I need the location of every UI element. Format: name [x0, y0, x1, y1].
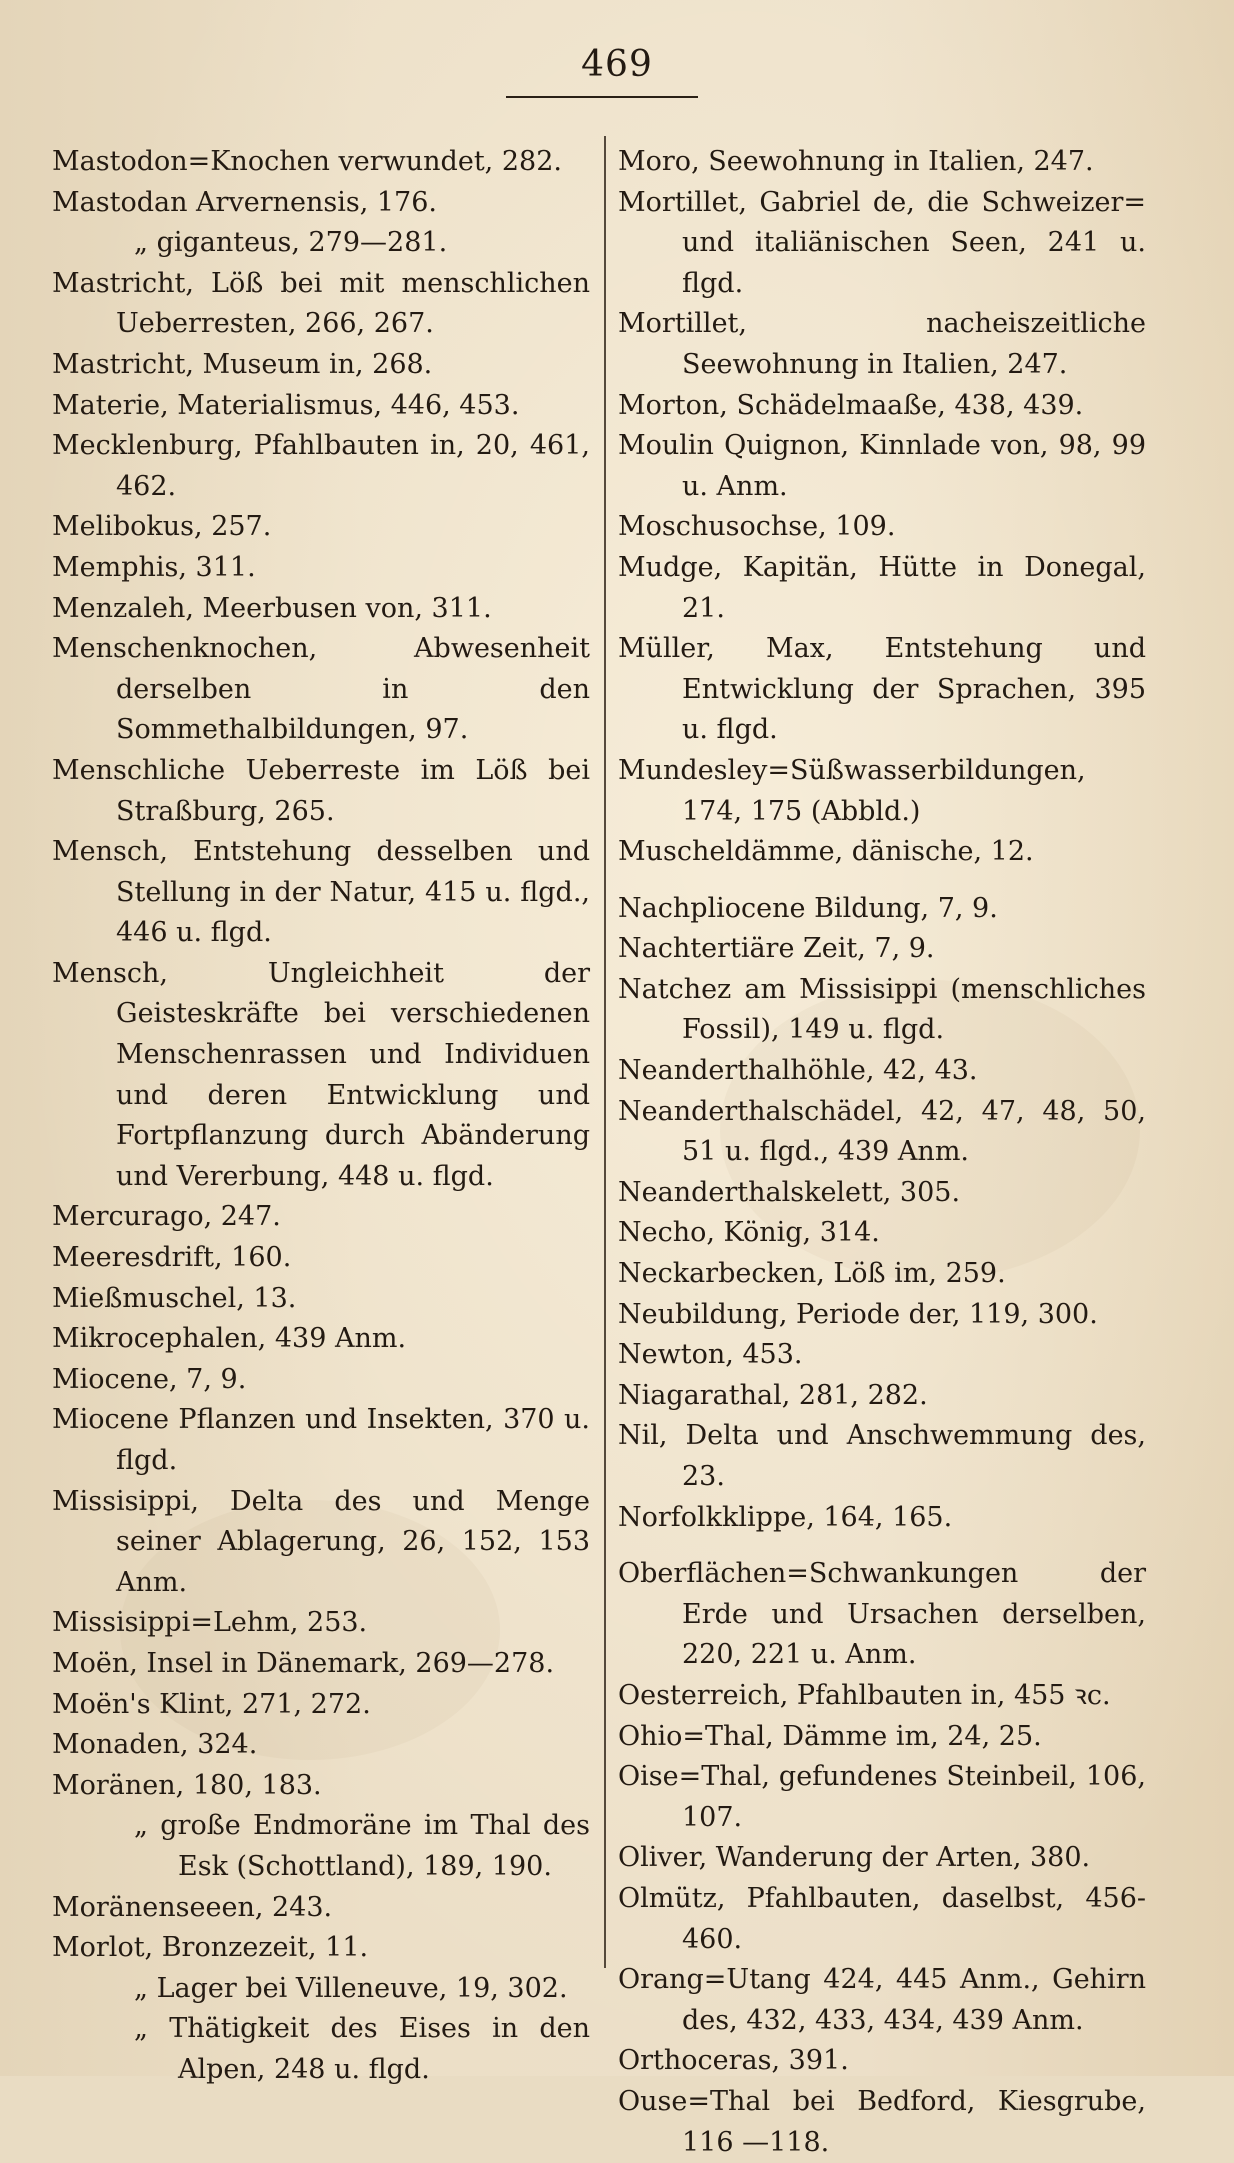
index-entry: Mortillet, Gabriel de, die Schweizer= und italiänischen Seen, 241 u. flgd.	[618, 186, 1146, 299]
header-rule	[506, 96, 698, 98]
index-entry: Missisippi=Lehm, 253.	[52, 1607, 368, 1639]
index-entry: Mecklenburg, Pfahlbauten in, 20, 461, 462.	[52, 430, 590, 502]
index-entry: Moränenseeen, 243.	[52, 1891, 333, 1923]
index-entry: Mudge, Kapitän, Hütte in Donegal, 21.	[618, 551, 1146, 624]
index-entry: Moën's Klint, 271, 272.	[52, 1688, 371, 1720]
index-entry: Norfolkklippe, 164, 165.	[618, 1501, 953, 1533]
index-entry: Oesterreich, Pfahlbauten in, 455 ꝛc.	[618, 1679, 1111, 1711]
index-entry: „ große Endmoräne im Thal des Esk (Schottland), 189, 190.	[134, 1810, 590, 1882]
page-number: 469	[581, 44, 653, 85]
index-entry: Menschenknochen, Abwesenheit derselben in den Sommethalbildungen, 97.	[52, 633, 590, 746]
index-entry: Melibokus, 257.	[52, 511, 272, 543]
index-entry: Natchez am Missisippi (menschliches Fossil), 149 u. flgd.	[618, 973, 1146, 1046]
index-entry: Müller, Max, Entstehung und Entwicklung der Sprachen, 395 u. flgd.	[618, 633, 1146, 746]
index-entry: Nachtertiäre Zeit, 7, 9.	[618, 933, 935, 965]
index-entry: „ Thätigkeit des Eises in den Alpen, 248 u. flgd.	[134, 2013, 590, 2085]
index-entry: Mikrocephalen, 439 Anm.	[52, 1323, 407, 1355]
index-entry: Neckarbecken, Löß im, 259.	[618, 1258, 1006, 1290]
index-entry: Neanderthalschädel, 42, 47, 48, 50, 51 u. flgd., 439 Anm.	[618, 1095, 1146, 1168]
index-entry: Nachpliocene Bildung, 7, 9.	[618, 892, 998, 924]
index-entry: Materie, Materialismus, 446, 453.	[52, 389, 520, 421]
index-entry: Moro, Seewohnung in Italien, 247.	[618, 146, 1094, 177]
index-entry: Mastricht, Museum in, 268.	[52, 348, 433, 380]
index-entry: Necho, König, 314.	[618, 1217, 880, 1249]
index-entry: Mießmuschel, 13.	[52, 1282, 297, 1314]
index-entry: Morton, Schädelmaaße, 438, 439.	[618, 389, 1084, 421]
index-column-left	[52, 142, 590, 2091]
index-entry: Moschusochse, 109.	[618, 511, 896, 543]
index-entry: Moränen, 180, 183.	[52, 1769, 322, 1801]
index-entry: Muscheldämme, dänische, 12.	[618, 836, 1034, 868]
index-entry: Mensch, Ungleichheit der Geisteskräfte bei verschiedenen Menschenrassen und Individuen und deren Entwicklung und Fortpflanzung durch Abänderung und Vererbung, 448 u. flgd.	[52, 957, 590, 1192]
index-entry: Oise=Thal, gefundenes Steinbeil, 106, 107.	[618, 1761, 1146, 1833]
index-entry: Mensch, Entstehung desselben und Stellung in der Natur, 415 u. flgd., 446 u. flgd.	[52, 836, 590, 949]
index-entry: Nil, Delta und Anschwemmung des, 23.	[618, 1420, 1146, 1492]
index-entry: Miocene, 7, 9.	[52, 1363, 247, 1395]
index-entry: Moulin Quignon, Kinnlade von, 98, 99 u. Anm.	[618, 430, 1146, 502]
index-entry: Oliver, Wanderung der Arten, 380.	[618, 1842, 1091, 1874]
index-entry: Mastricht, Löß bei mit menschlichen Ueberresten, 266, 267.	[52, 267, 590, 340]
index-entry: „ Lager bei Villeneuve, 19, 302.	[134, 1972, 568, 2004]
index-entry: Memphis, 311.	[52, 551, 256, 583]
index-entry: Meeresdrift, 160.	[52, 1242, 292, 1274]
index-entry: Niagarathal, 281, 282.	[618, 1379, 928, 1411]
index-column-right	[618, 142, 1146, 2163]
index-entry: Miocene Pflanzen und Insekten, 370 u. flgd.	[52, 1404, 590, 1476]
index-entry: Mundesley=Süßwasserbildungen, 174, 175 (Abbld.)	[618, 754, 1086, 827]
index-entry: Monaden, 324.	[52, 1729, 258, 1761]
column-divider	[604, 136, 606, 1968]
index-entry: Ouse=Thal bei Bedford, Kiesgrube, 116 —118.	[618, 2085, 1146, 2158]
index-entry: Ohio=Thal, Dämme im, 24, 25.	[618, 1720, 1042, 1752]
index-entry: Neanderthalhöhle, 42, 43.	[618, 1055, 978, 1087]
index-entry: Morlot, Bronzezeit, 11.	[52, 1932, 369, 1964]
index-entry: „ giganteus, 279—281.	[134, 227, 448, 259]
index-entry: Missisippi, Delta des und Menge seiner Ablagerung, 26, 152, 153 Anm.	[52, 1485, 590, 1598]
index-entry: Neanderthalskelett, 305.	[618, 1176, 961, 1208]
index-entry: Menzaleh, Meerbusen von, 311.	[52, 592, 492, 624]
index-entry: Mortillet, nacheiszeitliche Seewohnung in Italien, 247.	[618, 308, 1146, 380]
index-entry: Orthoceras, 391.	[618, 2045, 849, 2077]
index-entry: Neubildung, Periode der, 119, 300.	[618, 1298, 1098, 1330]
index-entry: Mastodon=Knochen verwundet, 282.	[52, 146, 562, 177]
index-entry: Orang=Utang 424, 445 Anm., Gehirn des, 432, 433, 434, 439 Anm.	[618, 1964, 1146, 2036]
index-entry: Newton, 453.	[618, 1339, 803, 1371]
index-entry: Mastodan Arvernensis, 176.	[52, 186, 437, 218]
index-entry: Menschliche Ueberreste im Löß bei Straßburg, 265.	[52, 754, 590, 827]
index-entry: Mercurago, 247.	[52, 1201, 281, 1233]
index-entry: Oberflächen=Schwankungen der Erde und Ursachen derselben, 220, 221 u. Anm.	[618, 1558, 1146, 1671]
index-entry: Olmütz, Pfahlbauten, daselbst, 456-460.	[618, 1882, 1146, 1955]
index-entry: Moën, Insel in Dänemark, 269—278.	[52, 1647, 555, 1679]
